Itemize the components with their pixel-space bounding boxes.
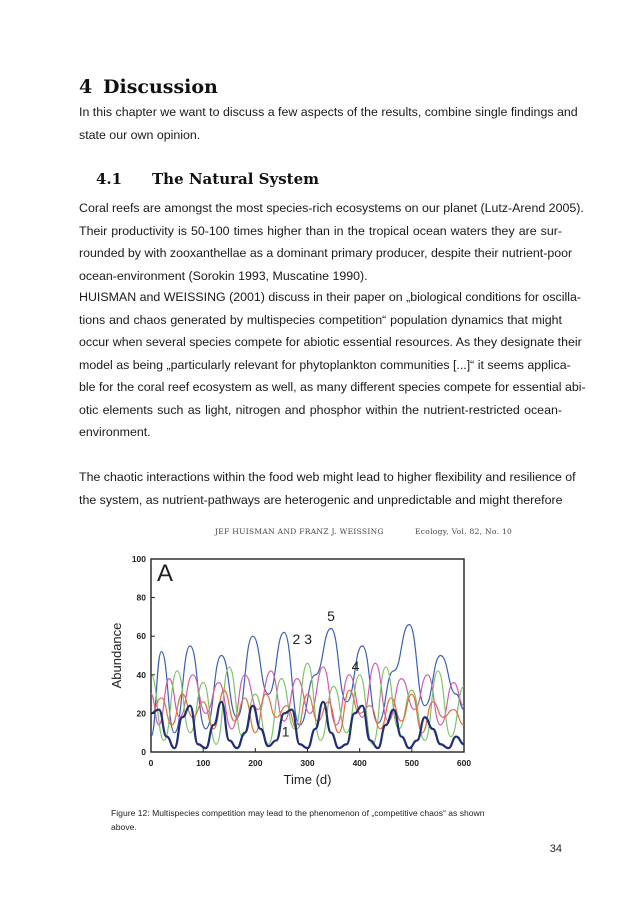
text-line: environment. — [79, 425, 151, 439]
text-line: the system, as nutrient-pathways are heterogenic and unpredictable and might therefore — [79, 492, 563, 507]
chapter-title: Discussion — [103, 76, 218, 98]
y-axis-label: Abundance — [109, 622, 124, 689]
x-tick-label: 500 — [404, 758, 419, 768]
chapter-number: 4 — [79, 76, 93, 98]
section-number: 4.1 — [96, 170, 123, 188]
plot-frame — [151, 559, 464, 752]
x-tick-label: 200 — [248, 758, 263, 768]
series-annotation: 2 3 — [292, 630, 313, 647]
abundance-chart — [103, 535, 523, 797]
section-heading — [96, 170, 319, 188]
intro-paragraph — [79, 101, 578, 146]
y-tick-label: 40 — [136, 669, 146, 680]
chapter-heading — [79, 76, 218, 98]
text-line: otic elements such as light, nitrogen and phosphor within the nutrient-restricted ocean- — [79, 402, 562, 417]
text-line: In this chapter we want to discuss a few aspects of the results, combine single findings and — [79, 105, 578, 119]
x-tick-label: 400 — [352, 758, 367, 768]
figure-caption — [111, 806, 531, 834]
text-line: HUISMAN and WEISSING (2001) discuss in their paper on „biological conditions for oscilla- — [79, 290, 582, 304]
section-title: The Natural System — [152, 170, 319, 188]
paragraph-chaotic — [79, 466, 576, 511]
series-annotation: 1 — [281, 723, 290, 740]
series-annotation: 5 — [327, 607, 335, 624]
figure-header-authors: JEF HUISMAN AND FRANZ J. WEISSING — [215, 527, 384, 536]
x-tick-label: 300 — [300, 758, 315, 768]
text-line: rounded by with zooxanthellae as a dominant primary producer, despite their nutrient-poor — [79, 246, 573, 260]
text-line: occur when several species compete for abiotic essential resources. As they designate their — [79, 335, 582, 349]
caption-line: above. — [111, 822, 137, 832]
x-axis-label: Time (d) — [283, 772, 332, 787]
text-line: tions and chaos generated by multispecies competition“ population dynamics that might — [79, 312, 562, 327]
text-line: model as being „particularly relevant for phytoplankton communities [...]“ it seems applica- — [79, 357, 571, 372]
text-line: Their productivity is 50-100 times higher than in the tropical ocean waters they are sur- — [79, 223, 562, 238]
x-tick-label: 0 — [148, 758, 154, 768]
text-line: ble for the coral reef ecosystem as well, as many different species compete for essential abi- — [79, 380, 586, 394]
page-number: 34 — [549, 843, 562, 855]
x-tick-label: 600 — [456, 758, 472, 768]
text-line: The chaotic interactions within the food web might lead to higher flexibility and resilience of — [79, 470, 576, 484]
y-tick-label: 60 — [136, 631, 146, 642]
y-tick-label: 100 — [131, 554, 146, 564]
paragraph-coral-reefs — [79, 197, 584, 287]
figure-competitive-chaos — [103, 527, 523, 797]
text-line: state our own opinion. — [79, 127, 201, 142]
figure-header-journal: Ecology, Vol. 82, No. 10 — [415, 527, 513, 536]
text-line: Coral reefs are amongst the most species-rich ecosystems on our planet (Lutz-Arend 2005). — [79, 201, 584, 215]
x-tick-label: 100 — [196, 758, 211, 768]
y-tick-label: 0 — [141, 747, 146, 757]
paragraph-huisman — [79, 286, 586, 444]
text-line: ocean-environment (Sorokin 1993, Muscatine 1990). — [79, 268, 368, 283]
panel-label: A — [157, 560, 174, 587]
y-tick-label: 80 — [136, 592, 146, 603]
series-annotation: 4 — [351, 657, 360, 674]
series-line-3 — [151, 663, 464, 744]
caption-line: Figure 12: Multispecies competition may lead to the phenomenon of „competitive chaos“ as shown — [111, 808, 485, 818]
y-tick-label: 20 — [136, 708, 146, 719]
